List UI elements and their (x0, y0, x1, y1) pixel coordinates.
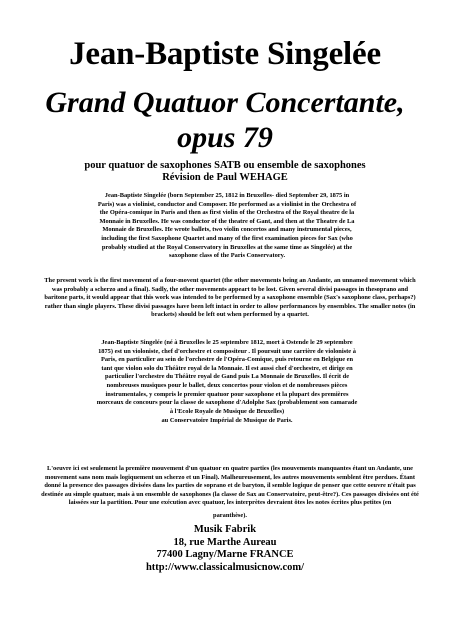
opus-number: opus 79 (177, 121, 273, 154)
composer-name: Jean-Baptiste Singelée (69, 36, 381, 72)
work-note-french-last-line: paranthèse). (213, 511, 247, 519)
revision-line: Révision de Paul WEHAGE (162, 172, 288, 183)
publisher-street: 18, rue Marthe Aureau (173, 536, 277, 548)
instrumentation-line: pour quatuor de saxophones SATB ou ensemble de saxophones (84, 160, 366, 171)
biography-english: Jean-Baptiste Singelée (born September 25, 1812 in Bruxelles- died September 29, 1875 in Paris) was a violinist, conductor and Composer. He performed as a violinist in the Orchestra of the Opéra-comique in Paris and then as first violin of the Orchestra of the Royal theatre de la Monnaie in Bruxelles. He was conductor of the theatre of Gant, and then at the Theatre de La Monnaie de Bruxelles. He wrote ballets, two violin concertos and many instrumental pieces, including the first Saxophone Quartet and many of the first examination pieces for Sax (who probably studied at the Royal Conservatory in Bruxelles at the same time as Singelée) at the saxophone class of the Paris Conservatory. (97, 192, 357, 260)
biography-french-last-line: au Conservatoire Impérial de Musique de Paris. (161, 417, 293, 425)
publisher-name: Musik Fabrik (193, 524, 257, 535)
publisher-city: 77400 Lagny/Marne FRANCE (156, 549, 294, 560)
biography-french (96, 339, 358, 426)
work-note-french-main: L'oeuvre ici est seulement la première mouvement d'un quatuor en quatre parties (les mouvements manquantes étant un Andante, une mouvement sans nom mais logiquement un scherzo et un Final). Malheureusement, les autres mouvements semblent être perdues. Étant donné la presence des passages divisées dans les parties de soprano et de baryton, il semble logique de penser que cette oeuvre n'était pas destinée au simple quatuor, mais à un ensemble de saxophones (la classe de Sax au Conservatoire, peut-être?). Ces passages divisées ont été laissées sur la partition. Pour une exécution avec quatuor, les interprètes devraient ôtes les notes écrites plus petites (en (41, 465, 419, 507)
instrumentation-subtitle (20, 160, 430, 184)
publisher-url: http://www.classicalmusicnow.com/ (145, 561, 305, 573)
work-note-french (40, 465, 420, 521)
work-note-english: The present work is the first movement of a four-movent quartet (the other movements being an Andante, an unnamed movement which was probably a scherzo and a final). Sadly, the other movements appeart to be lost. Given several divisi passages in thesoprano and baritone parts, it would appear that this work was intended to be performed by a saxophone ensemble (Sax's saxophone class, perhaps?) rather than single players. These divisi passages have been left intact in order to allow performances by ensembles. The smaller notes (in brackets) should be left out when performed by a quartet. (44, 277, 416, 319)
publisher-address (0, 524, 450, 574)
biography-french-main: Jean-Baptiste Singelée (né à Bruxelles le 25 septembre 1812, mort à Ostende le 29 septembre 1875) est un violoniste, chef d'orchestre et compositeur . Il poursuit une carrière de violoniste à Paris, en particulier au sein de l'orchestre de l'Opéra-Comique, puis retourne en Belgique en tant que violon solo du Théâtre royal de la Monnaie. Il est aussi chef d'orchestre, et dirige en particulier l'orchestre du Théâtre royal de Gand puis La Monnaie de Bruxelles. Il écrit de nombreuses musiques pour le ballet, deux concertos pour violon et de nombreuses pièces instrumentales, y compris le premier quatuor pour saxophone et la plupart des premières morceaux de concours pour la classe de saxophone d'Adolphe Sax (probablement son camarade à l'Ecole Royale de Musique de Bruxelles) (96, 339, 358, 415)
work-title: Grand Quatuor Concertante, (45, 86, 405, 119)
